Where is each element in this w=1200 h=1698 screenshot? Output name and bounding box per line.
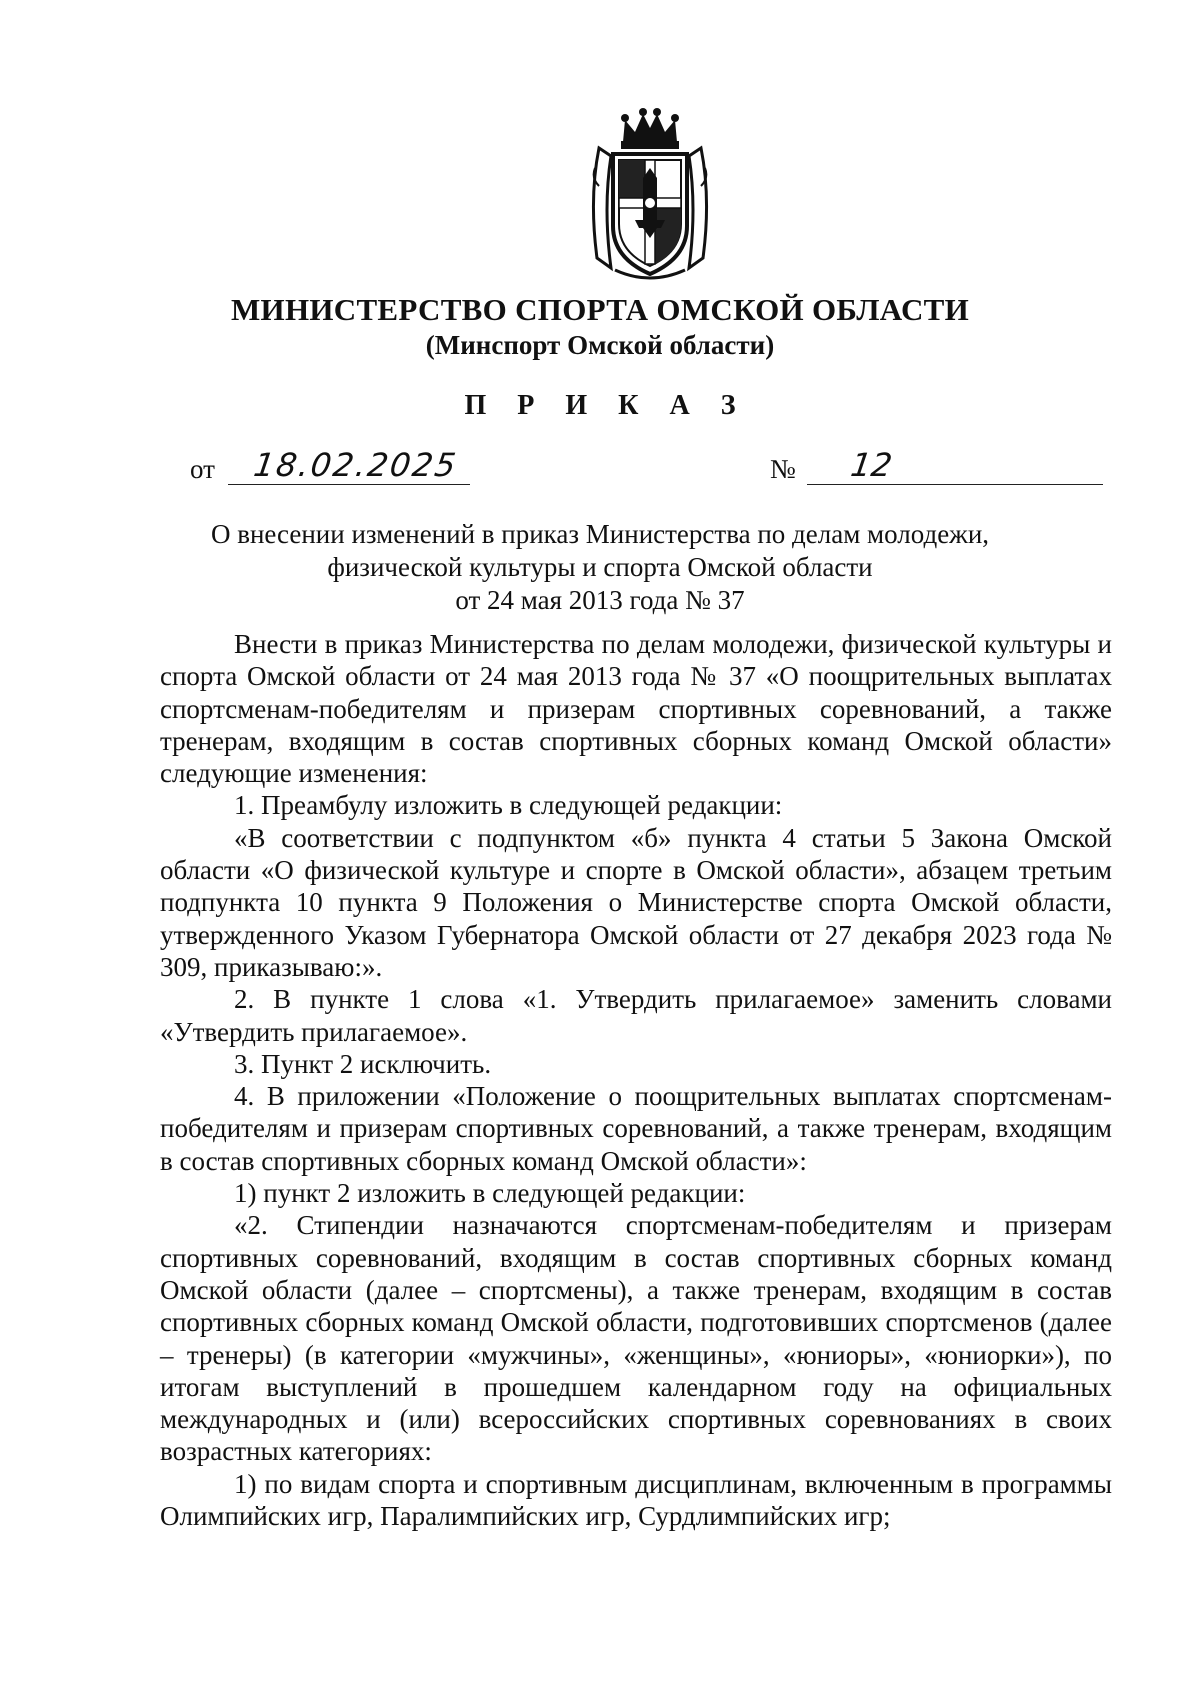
order-date-field bbox=[190, 448, 470, 485]
body-paragraph-sports-list-1: 1) по видам спорта и спортивным дисциплинам, включенным в программы Олимпийских игр, Паралимпийских игр, Сурдлимпийских игр; bbox=[160, 1468, 1112, 1532]
body-paragraph-preamble: «В соответствии с подпунктом «б» пункта 4 статьи 5 Закона Омской области «О физической культуре и спорте в Омской области», абзацем третьим подпункта 10 пункта 9 Положения о Министерстве спорта Омской области, утвержденного Указом Губернатора Омской области от 27 декабря 2023 года № 309, приказываю:». bbox=[160, 822, 1112, 982]
handwritten-date: 18.02.2025 bbox=[251, 446, 460, 484]
omsk-coat-of-arms-emblem bbox=[585, 108, 715, 286]
body-paragraph-item-1: 1. Преамбулу изложить в следующей редакции: bbox=[234, 790, 783, 821]
subject-line-2: физической культуры и спорта Омской области bbox=[327, 552, 873, 582]
order-subject bbox=[150, 518, 1050, 617]
body-paragraph-item-2: 2. В пункте 1 слова «1. Утвердить прилагаемое» заменить словами «Утвердить прилагаемое». bbox=[160, 984, 1112, 1047]
subject-line-1: О внесении изменений в приказ Министерства по делам молодежи, bbox=[210, 519, 990, 549]
body-paragraph-item-3: 3. Пункт 2 исключить. bbox=[234, 1048, 492, 1079]
document-type-heading: П Р И К А З bbox=[464, 390, 748, 421]
order-number-field bbox=[770, 448, 1103, 485]
body-paragraph-stipend: «2. Стипендии назначаются спортсменам-победителям и призерам спортивных соревнований, входящим в состав спортивных сборных команд Омской области (далее – спортсмены), а также тренерам, входящим в состав спортивных сборных команд Омской области, подготовивших спортсменов (далее – тренеры) (в категории «мужчины», «женщины», «юниоры», «юниорки»), по итогам выступлений в прошедшем календарном году на официальных международных и (или) всероссийских спортивных соревнованиях в своих возрастных категориях: bbox=[160, 1210, 1112, 1467]
number-label: № bbox=[770, 454, 796, 484]
subject-line-3: от 24 мая 2013 года № 37 bbox=[455, 585, 745, 615]
body-paragraph-item-4: 4. В приложении «Положение о поощрительных выплатах спортсменам-победителям и призерам спортивных соревнований, а также тренерам, входящим в состав спортивных сборных команд Омской области»: bbox=[160, 1081, 1112, 1176]
date-label: от bbox=[190, 454, 215, 484]
ministry-short-name: (Минспорт Омской области) bbox=[425, 330, 775, 360]
order-body bbox=[160, 628, 1112, 1532]
ministry-name-heading: МИНИСТЕРСТВО СПОРТА ОМСКОЙ ОБЛАСТИ bbox=[230, 292, 970, 327]
coat-of-arms-icon bbox=[585, 108, 715, 286]
body-paragraph-subitem-1: 1) пункт 2 изложить в следующей редакции: bbox=[234, 1178, 746, 1209]
date-value-line bbox=[228, 448, 470, 485]
number-value-line bbox=[807, 448, 1103, 485]
body-paragraph-intro: Внести в приказ Министерства по делам молодежи, физической культуры и спорта Омской области от 24 мая 2013 года № 37 «О поощрительных выплатах спортсменам-победителям и призерам спортивных соревнований, а также тренерам, входящим в состав спортивных сборных команд Омской области» следующие изменения: bbox=[160, 629, 1112, 789]
handwritten-number: 12 bbox=[847, 446, 894, 484]
